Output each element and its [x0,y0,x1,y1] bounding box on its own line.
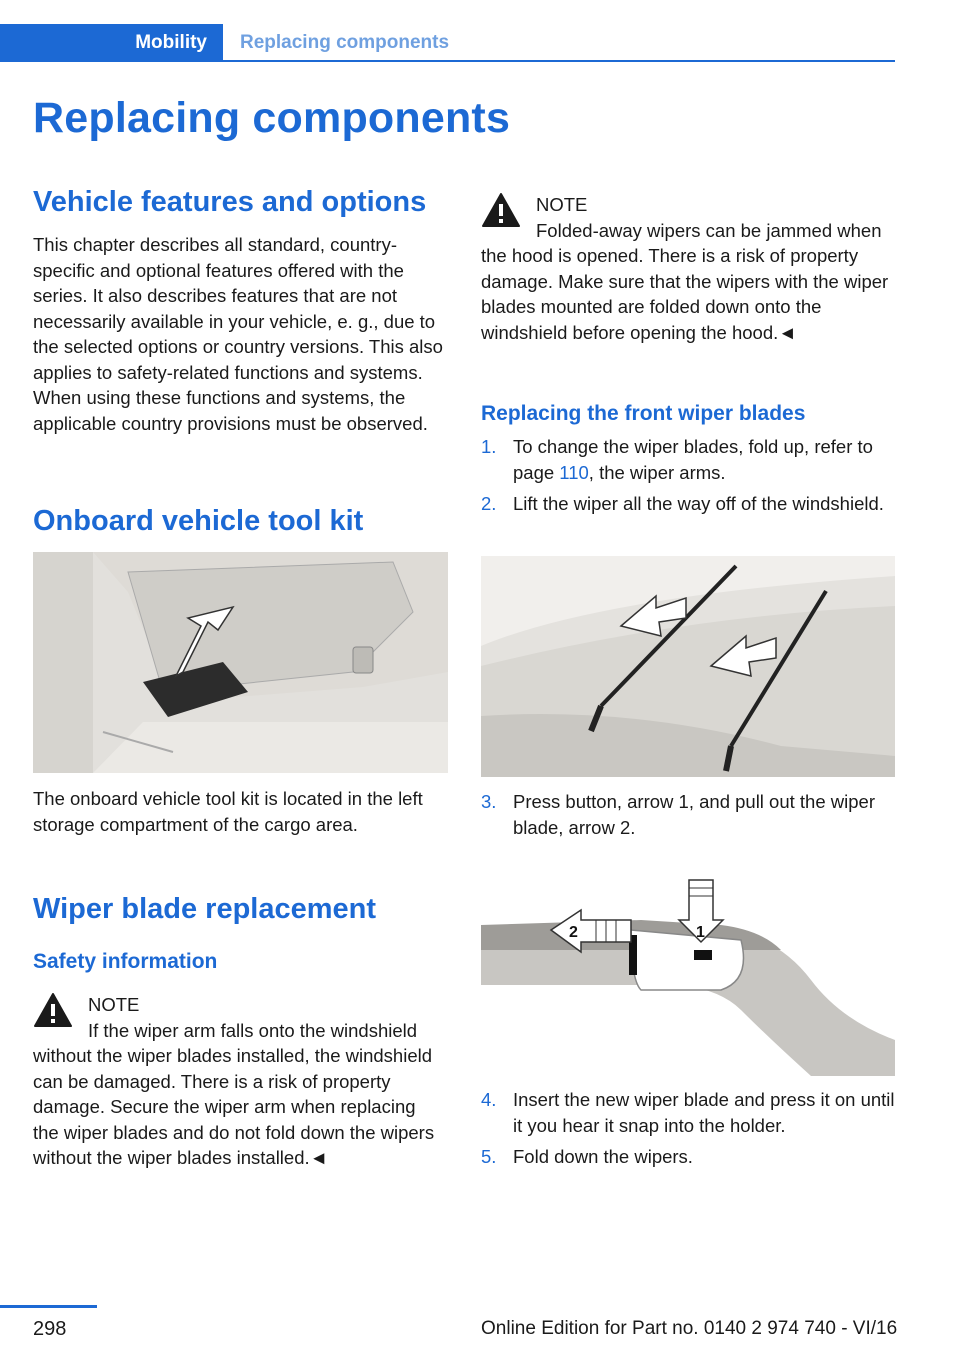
footer-divider [0,1305,97,1308]
arrow-1-label: 1 [696,924,705,941]
step-1-text: To change the wiper blades, fold up, refer to page [513,436,873,483]
wiper-fold-image [481,556,895,777]
tab-replacing-components[interactable] [240,24,449,62]
step-1 [481,434,895,485]
step-1-number: 1. [481,436,497,457]
page-title: Replacing components [33,94,511,142]
step-3-text: Press button, arrow 1, and pull out the wiper blade, arrow 2. [513,791,875,838]
note-2-label: NOTE [536,194,588,215]
front-wiper-heading: Replacing the front wiper blades [481,402,806,425]
step-4-text: Insert the new wiper blade and press it on until it you hear it snap into the holder. [513,1089,895,1136]
step-5-text: Fold down the wipers. [513,1146,693,1167]
note-2-text: Folded-away wipers can be jammed when the hood is opened. There is a risk of property damage. Make sure that the wipers with the wiper blades mounted are folded down onto the windshield before opening the hood.◄ [481,219,889,343]
step-2-text: Lift the wiper all the way off of the windshield. [513,493,884,514]
wiper-blade-release-illustration [481,870,895,1076]
step-1-text-end: , the wiper arms. [588,461,726,483]
step-2 [481,491,895,517]
note-1-label: NOTE [88,994,140,1015]
cargo-area-illustration [33,552,448,773]
warning-triangle-icon [33,992,73,1028]
vehicle-features-text: This chapter describes all standard, country-specific and optional features offered with the series. It also describes features that are not necessarily available in your vehicle, e. g., due to the selected options or country versions. This also applies to safety-related functions and systems. When using these functions and systems, the applicable country provisions must be observed. [33,234,443,434]
vehicle-features-heading: Vehicle features and options [33,186,427,218]
windshield-wiper-illustration [481,556,895,777]
warning-note-2 [481,192,895,345]
tool-kit-image [33,552,448,773]
step-5 [481,1144,895,1170]
step-2-number: 2. [481,493,497,514]
steps-list-c [481,1087,895,1170]
step-4 [481,1087,895,1138]
safety-info-heading: Safety information [33,950,218,973]
tool-kit-text: The onboard vehicle tool kit is located in the left storage compartment of the cargo area. [33,788,423,835]
page-number: 298 [33,1318,67,1340]
page-link-110[interactable]: 110 [559,461,589,483]
step-3-number: 3. [481,791,497,812]
note-1-text: If the wiper arm falls onto the windshield without the wiper blades installed, the windshield can be damaged. There is a risk of property damage. Secure the wiper arm when replacing the wiper blades and do not fold down the wipers without the wiper blades installed.◄ [33,1019,435,1168]
steps-list-b [481,789,895,840]
step-3 [481,789,895,840]
steps-list-a [481,434,895,517]
tab-mobility-label: Mobility [135,32,207,53]
wiper-heading: Wiper blade replacement [33,893,377,925]
arrow-2-label: 2 [569,924,578,941]
warning-note-1 [33,992,445,1171]
wiper-release-image [481,870,895,1076]
header-divider [0,60,895,62]
warning-triangle-icon [481,192,521,228]
tab-chapter-label: Replacing components [240,32,450,53]
tool-kit-heading: Onboard vehicle tool kit [33,505,364,537]
step-5-number: 5. [481,1146,497,1167]
step-4-number: 4. [481,1089,497,1110]
edition-info: Online Edition for Part no. 0140 2 974 740 - VI/16 [481,1318,898,1339]
tab-mobility[interactable] [0,24,223,62]
